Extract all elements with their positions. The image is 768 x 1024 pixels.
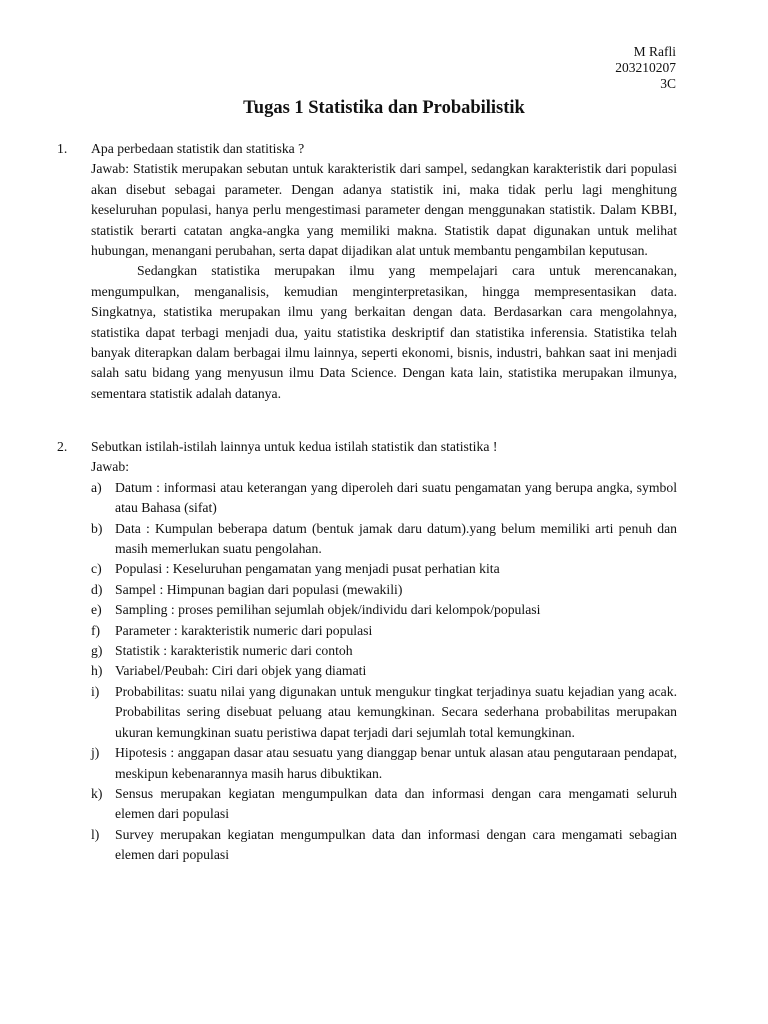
list-item-text: Sampel : Himpunan bagian dari populasi (mewakili) (115, 581, 403, 597)
list-item-letter: i) (91, 683, 100, 699)
question-number: 1. (57, 141, 68, 156)
list-item-text: Hipotesis : anggapan dasar atau sesuatu yang dianggap benar untuk alasan atau pengutaraan pendapat, meskipun kebenarannya masih harus dibuktikan. (115, 745, 677, 781)
answer-label: Jawab: (91, 459, 130, 475)
list-item-letter: c) (91, 561, 102, 577)
author-name: M Rafli (633, 44, 676, 59)
list-item-letter: j) (91, 745, 100, 761)
answer-paragraph-2: Sedangkan statistika merupakan ilmu yang mempelajari cara untuk merencanakan, mengumpulkan, menganalisis, kemudian menginterpretasikan, hingga mempresentasikan data. Singkatnya, statistika merupakan ilmu yang berkaitan dengan data. Berdasarkan cara mengolahnya, statistika dapat terbagi menjadi dua, yaitu statistika deskriptif dan statistika inferensia. Statistika telah banyak diterapkan dalam berbagai ilmu lainnya, seperti ekonomi, bisnis, industri, bahkan saat ini menjadi salah satu bidang yang menyusun ilmu Data Science. Dengan kata lain, statistika merupakan ilmunya, sementara statistik adalah datanya. (91, 263, 677, 401)
list-item (91, 825, 677, 866)
list-item-text: Datum : informasi atau keterangan yang diperoleh dari suatu pengamatan yang berupa angka, symbol atau Bahasa (sifat) (115, 479, 677, 516)
list-item-letter: d) (91, 581, 103, 597)
list-item-text: Data : Kumpulan beberapa datum (bentuk jamak daru datum).yang belum memiliki arti penuh dan masih memerlukan suatu pengolahan. (115, 520, 677, 557)
document-title: Tugas 1 Statistika dan Probabilistik (243, 98, 525, 118)
question-1-section (57, 139, 677, 404)
question-2-section (57, 437, 677, 866)
question-text: Apa perbedaan statistik dan statitiska ? (91, 141, 305, 156)
list-item-letter: g) (91, 643, 103, 659)
list-item-text: Statistik : karakteristik numeric dari contoh (115, 643, 353, 659)
student-id: 203210207 (615, 60, 676, 75)
terms-list (57, 478, 677, 866)
list-item-text: Sensus merupakan kegiatan mengumpulkan data dan informasi dengan cara mengamati seluruh elemen dari populasi (115, 785, 677, 822)
list-item-letter: b) (91, 520, 103, 536)
list-item (91, 641, 677, 661)
list-item (91, 600, 677, 620)
question-number: 2. (57, 439, 68, 454)
class-label: 3C (660, 76, 676, 91)
list-item-letter: a) (91, 479, 102, 495)
author-header (615, 44, 676, 92)
answer-paragraph-1: Jawab: Statistik merupakan sebutan untuk karakteristik dari sampel, sedangkan karakteristik dari populasi akan disebut sebagai parameter. Dengan adanya statistik ini, maka tidak perlu lagi menghitung keseluruhan populasi, hanya perlu mengestimasi parameter dengan menggunakan statistik. Dalam KBBI, statistik berarti catatan angka-angka yang memiliki makna. Statistik dapat digunakan untuk melihat hubungan, menangani perubahan, serta dapat dijadikan alat untuk membantu pengambilan keputusan. (91, 161, 677, 259)
list-item (91, 559, 677, 579)
list-item-text: Parameter : karakteristik numeric dari populasi (115, 622, 373, 638)
list-item-letter: k) (91, 785, 103, 801)
list-item-letter: h) (91, 663, 103, 679)
list-item (91, 519, 677, 560)
list-item-text: Probabilitas: suatu nilai yang digunakan untuk mengukur tingkat terjadinya suatu kejadian yang acak. Probabilitas sering disebuat peluang atau kemungkinan. Secara sederhana probabilitas merupakan ukuran kemungkinan suatu peristiwa dapat terjadi dari sejumlah total kemungkinan. (115, 683, 677, 740)
list-item (91, 743, 677, 784)
question-text: Sebutkan istilah-istilah lainnya untuk kedua istilah statistik dan statistika ! (91, 439, 498, 454)
list-item-text: Variabel/Peubah: Ciri dari objek yang diamati (115, 663, 367, 679)
list-item (91, 580, 677, 600)
list-item (91, 784, 677, 825)
list-item-letter: l) (91, 826, 100, 842)
list-item (91, 661, 677, 681)
list-item-text: Sampling : proses pemilihan sejumlah objek/individu dari kelompok/populasi (115, 602, 541, 618)
list-item (91, 621, 677, 641)
list-item-letter: e) (91, 602, 102, 618)
list-item-letter: f) (91, 622, 101, 638)
list-item-text: Survey merupakan kegiatan mengumpulkan data dan informasi dengan cara mengamati sebagian elemen dari populasi (115, 826, 677, 863)
list-item (91, 478, 677, 519)
list-item (91, 682, 677, 743)
list-item-text: Populasi : Keseluruhan pengamatan yang menjadi pusat perhatian kita (115, 561, 500, 577)
